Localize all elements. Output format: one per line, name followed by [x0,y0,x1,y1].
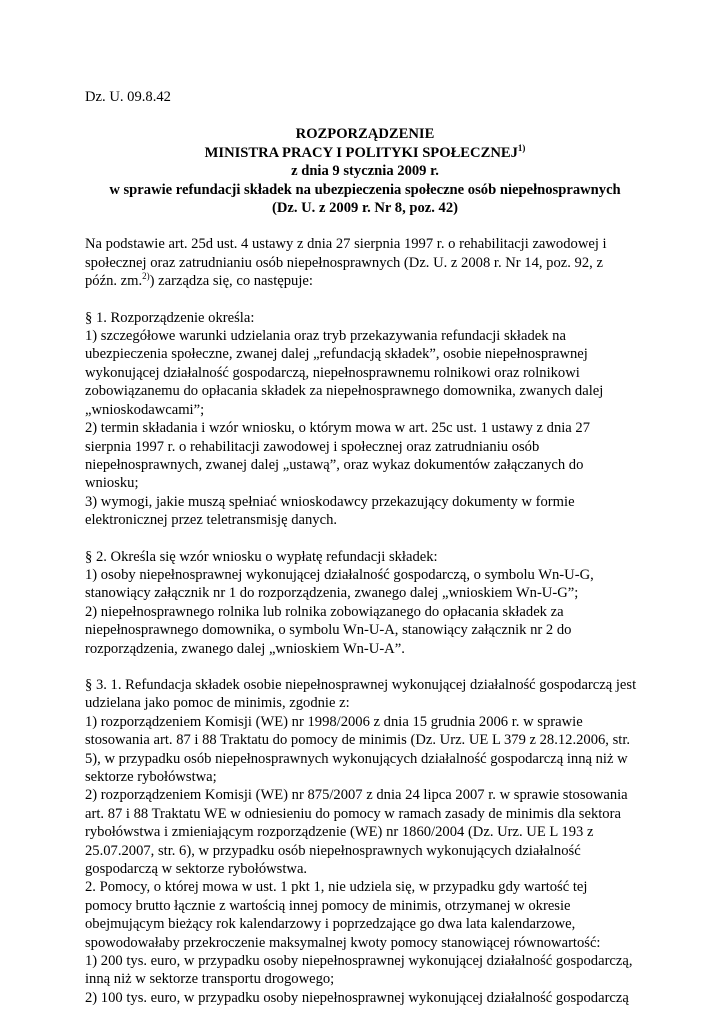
text-line: 5), w przypadku osób niepełnosprawnych wykonujących działalność gospodarczą inną niż w [85,750,628,767]
header-date: z dnia 9 stycznia 2009 r. [291,163,439,180]
text-line: elektronicznej przez teletransmisję danych. [85,512,338,529]
text-line: rozporządzenia, zwanego dalej „wnioskiem Wn-U-A”. [85,640,405,657]
text-line: zobowiązanemu do opłacania składek za niepełnosprawnego domownika, zwanych dalej [85,383,604,400]
document-reference: Dz. U. 09.8.42 [85,89,171,105]
text-line: 3) wymogi, jakie muszą spełniać wnioskodawcy przekazujący dokumenty w formie [85,493,575,510]
text-line: 25.07.2007, str. 6), w przypadku osób niepełnosprawnych wykonujących działalność [85,842,581,859]
text-line: 1) szczegółowe warunki udzielania oraz tryb przekazywania refundacji składek na [85,328,566,345]
text-line: wniosku; [85,475,139,492]
intro-paragraph [85,235,645,290]
text-line: sierpnia 1997 r. o rehabilitacji zawodowej i społecznej oraz zatrudnianiu osób [85,438,540,455]
header-issuer [85,144,645,162]
text-line: art. 87 i 88 Traktatu WE w odniesieniu do pomocy w ramach zasady de minimis dla sektora [85,805,621,822]
document-page [85,88,645,1025]
text-line: ubezpieczenia społeczne, zwanej dalej „refundacją składek”, osobie niepełnosprawnej [85,346,588,363]
text-line: inną niż w sektorze transportu drogowego; [85,971,335,988]
text-line: 2) rozporządzeniem Komisji (WE) nr 875/2007 z dnia 24 lipca 2007 r. w sprawie stosowania [85,787,628,804]
intro-text-a: późn. zm. [85,273,143,290]
text-line: sektorze rybołówstwa; [85,769,217,785]
header-subject: w sprawie refundacji składek na ubezpieczenia społeczne osób niepełnosprawnych [109,181,621,198]
text-line: § 3. 1. Refundacja składek osobie niepełnosprawnej wykonującej działalność gospodarczą jest [85,676,637,693]
text-line: niepełnosprawnego domownika, o symbolu Wn-U-A, stanowiący załącznik nr 2 do [85,622,572,639]
footnote-ref-1: 1) [517,142,526,153]
text-line: 1) 200 tys. euro, w przypadku osoby niepełnosprawnej wykonującej działalność gospodarczą, [85,953,633,970]
section-2 [85,548,645,658]
section-1 [85,309,645,530]
text-line: gospodarczą w sektorze rybołówstwa. [85,861,308,878]
footnote-ref-2: 2) [142,271,150,282]
text-line: § 1. Rozporządzenie określa: [85,309,255,326]
header-publication: (Dz. U. z 2009 r. Nr 8, poz. 42) [271,200,459,217]
text-line: 1) rozporządzeniem Komisji (WE) nr 1998/2006 z dnia 15 grudnia 2006 r. w sprawie [85,713,583,730]
text-line: 2) 100 tys. euro, w przypadku osoby niepełnosprawnej wykonującej działalność gospodarczą [85,989,629,1006]
section-3 [85,676,645,1007]
text-line: 1) osoby niepełnosprawnej wykonującej działalność gospodarczą, o symbolu Wn-U-G, [85,566,594,583]
text-line: 2) niepełnosprawnego rolnika lub rolnika zobowiązanego do opłacania składek za [85,603,564,620]
text-line: społecznej oraz zatrudnianiu osób niepełnosprawnych (Dz. U. z 2008 r. Nr 14, poz. 92, z [85,254,603,271]
text-line: 2. Pomocy, o której mowa w ust. 1 pkt 1, nie udziela się, w przypadku gdy wartość tej [85,879,588,896]
text-line: „wnioskodawcami”; [85,401,205,418]
text-line: wykonującej działalność gospodarczą, niepełnosprawnemu rolnikowi oraz rolnikowi [85,364,580,381]
header-title: ROZPORZĄDZENIE [295,126,435,143]
text-line: § 2. Określa się wzór wniosku o wypłatę refundacji składek: [85,548,438,565]
intro-text-b: ) zarządza się, co następuje: [149,273,313,290]
document-header [85,125,645,217]
text-line: 2) termin składania i wzór wniosku, o którym mowa w art. 25c ust. 1 ustawy z dnia 27 [85,420,591,437]
header-issuer-text: MINISTRA PRACY I POLITYKI SPOŁECZNEJ [204,144,518,161]
text-line: stanowiący załącznik nr 1 do rozporządzenia, zwanego dalej „wnioskiem Wn-U-G”; [85,585,579,602]
text-line: Na podstawie art. 25d ust. 4 ustawy z dnia 27 sierpnia 1997 r. o rehabilitacji zawodowej i [85,236,607,253]
text-line: udzielana jako pomoc de minimis, zgodnie z: [85,695,350,712]
text-line [85,272,645,290]
text-line: stosowania art. 87 i 88 Traktatu do pomocy de minimis (Dz. Urz. UE L 379 z 28.12.2006, str. [85,732,631,749]
text-line: pomocy brutto łącznie z wartością innej pomocy de minimis, otrzymanej w okresie [85,897,571,914]
text-line: spowodowałaby przekroczenie maksymalnej kwoty pomocy stanowiącej równowartość: [85,934,601,951]
text-line: rybołówstwa i zmieniającym rozporządzenie (WE) nr 1860/2004 (Dz. Urz. UE L 193 z [85,824,594,841]
text-line: niepełnosprawnych, zwanej dalej „ustawą”, oraz wykaz dokumentów załączanych do [85,456,584,473]
text-line: obejmującym bieżący rok kalendarzowy i poprzedzające go dwa lata kalendarzowe, [85,916,576,933]
